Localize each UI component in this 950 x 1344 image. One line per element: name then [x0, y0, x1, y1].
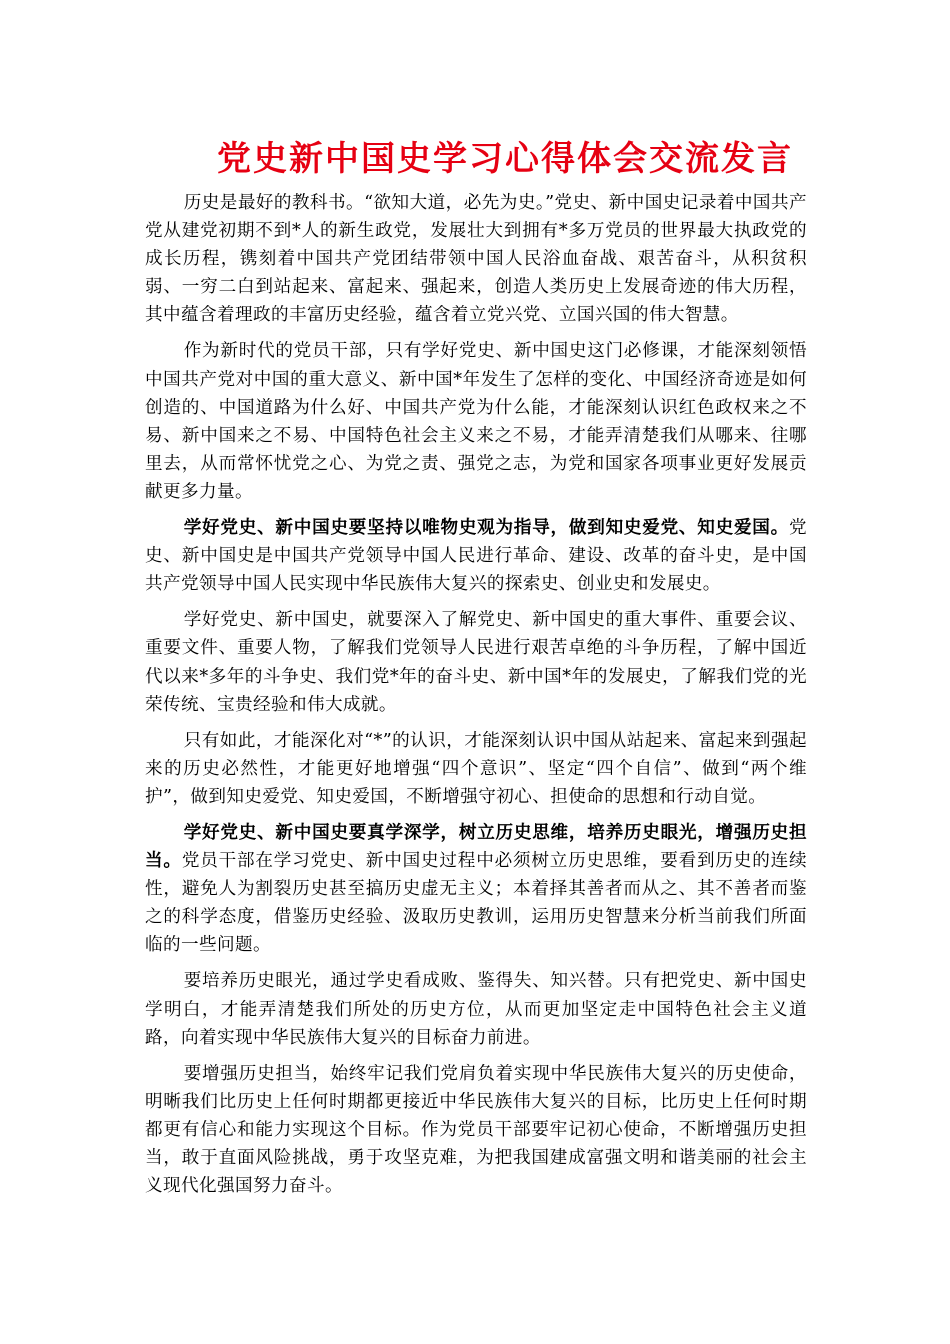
document-body [145, 135, 807, 1208]
page-title: 党史新中国史学习心得体会交流发言 [217, 139, 793, 179]
paragraph-2 [145, 337, 807, 506]
paragraph-5 [145, 727, 807, 811]
paragraph-1 [145, 189, 807, 329]
paragraph-text: 学好党史、新中国史，就要深入了解党史、新中国史的重大事件、重要会议、重要文件、重要人物，了解我们党领导人民进行艰苦卓绝的斗争历程，了解中国近代以来*多年的斗争史、我们党*年的奋斗史、新中国*年的发展史，了解我们党的光荣传统、宝贵经验和伟大成就。 [145, 610, 807, 715]
paragraph-3 [145, 514, 807, 598]
paragraph-text: 党史、新中国史是中国共产党领导中国人民进行革命、建设、改革的奋斗史，是中国共产党领导中国人民实现中华民族伟大复兴的探索史、创业史和发展史。 [145, 518, 807, 595]
paragraph-text: 党员干部在学习党史、新中国史过程中必须树立历史思维，要看到历史的连续性，避免人为割裂历史甚至搞历史虚无主义；本着择其善者而从之、其不善者而鉴之的科学态度，借鉴历史经验、汲取历史教训，运用历史智慧来分析当前我们所面临的一些问题。 [145, 851, 807, 956]
paragraph-6 [145, 819, 807, 959]
paragraph-text: 历史是最好的教科书。“欲知大道，必先为史。”党史、新中国史记录着中国共产党从建党初期不到*人的新生政党，发展壮大到拥有*多万党员的世界最大执政党的成长历程，镌刻着中国共产党团结带领中国人民浴血奋战、艰苦奋斗，从积贫积弱、一穷二白到站起来、富起来、强起来，创造人类历史上发展奇迹的伟大历程，其中蕴含着理政的丰富历史经验，蕴含着立党兴党、立国兴国的伟大智慧。 [145, 193, 807, 326]
paragraph-7 [145, 967, 807, 1051]
paragraph-text: 要增强历史担当，始终牢记我们党肩负着实现中华民族伟大复兴的历史使命，明晰我们比历史上任何时期都更接近中华民族伟大复兴的目标，比历史上任何时期都更有信心和能力实现这个目标。作为党员干部要牢记初心使命，不断增强历史担当，敢于直面风险挑战，勇于攻坚克难，为把我国建成富强文明和谐美丽的社会主义现代化强国努力奋斗。 [145, 1063, 807, 1197]
paragraph-text: 只有如此，才能深化对“*”的认识，才能深刻认识中国从站起来、富起来到强起来的历史必然性，才能更好地增强“四个意识”、坚定“四个自信”、做到“两个维护”，做到知史爱党、知史爱国，不断增强守初心、担使命的思想和行动自觉。 [145, 730, 807, 807]
paragraph-4 [145, 606, 807, 718]
paragraph-8 [145, 1060, 807, 1200]
paragraph-lead: 学好党史、新中国史要真学深学，树立历史思维，培养历史眼光，增强历史担当。 [145, 821, 807, 872]
paragraph-lead: 学好党史、新中国史要坚持以唯物史观为指导，做到知史爱党、知史爱国。 [183, 517, 789, 539]
paragraph-text: 作为新时代的党员干部，只有学好党史、新中国史这门必修课，才能深刻领悟中国共产党对中国的重大意义、新中国*年发生了怎样的变化、中国经济奇迹是如何创造的、中国道路为什么好、中国共产党为什么能，才能深刻认识红色政权来之不易、新中国来之不易、中国特色社会主义来之不易，才能弄清楚我们从哪来、往哪里去，从而常怀忧党之心、为党之责、强党之志，为党和国家各项事业更好发展贡献更多力量。 [145, 341, 807, 502]
paragraph-text: 要培养历史眼光，通过学史看成败、鉴得失、知兴替。只有把党史、新中国史学明白，才能弄清楚我们所处的历史方位，从而更加坚定走中国特色社会主义道路，向着实现中华民族伟大复兴的目标奋力前进。 [145, 971, 807, 1048]
